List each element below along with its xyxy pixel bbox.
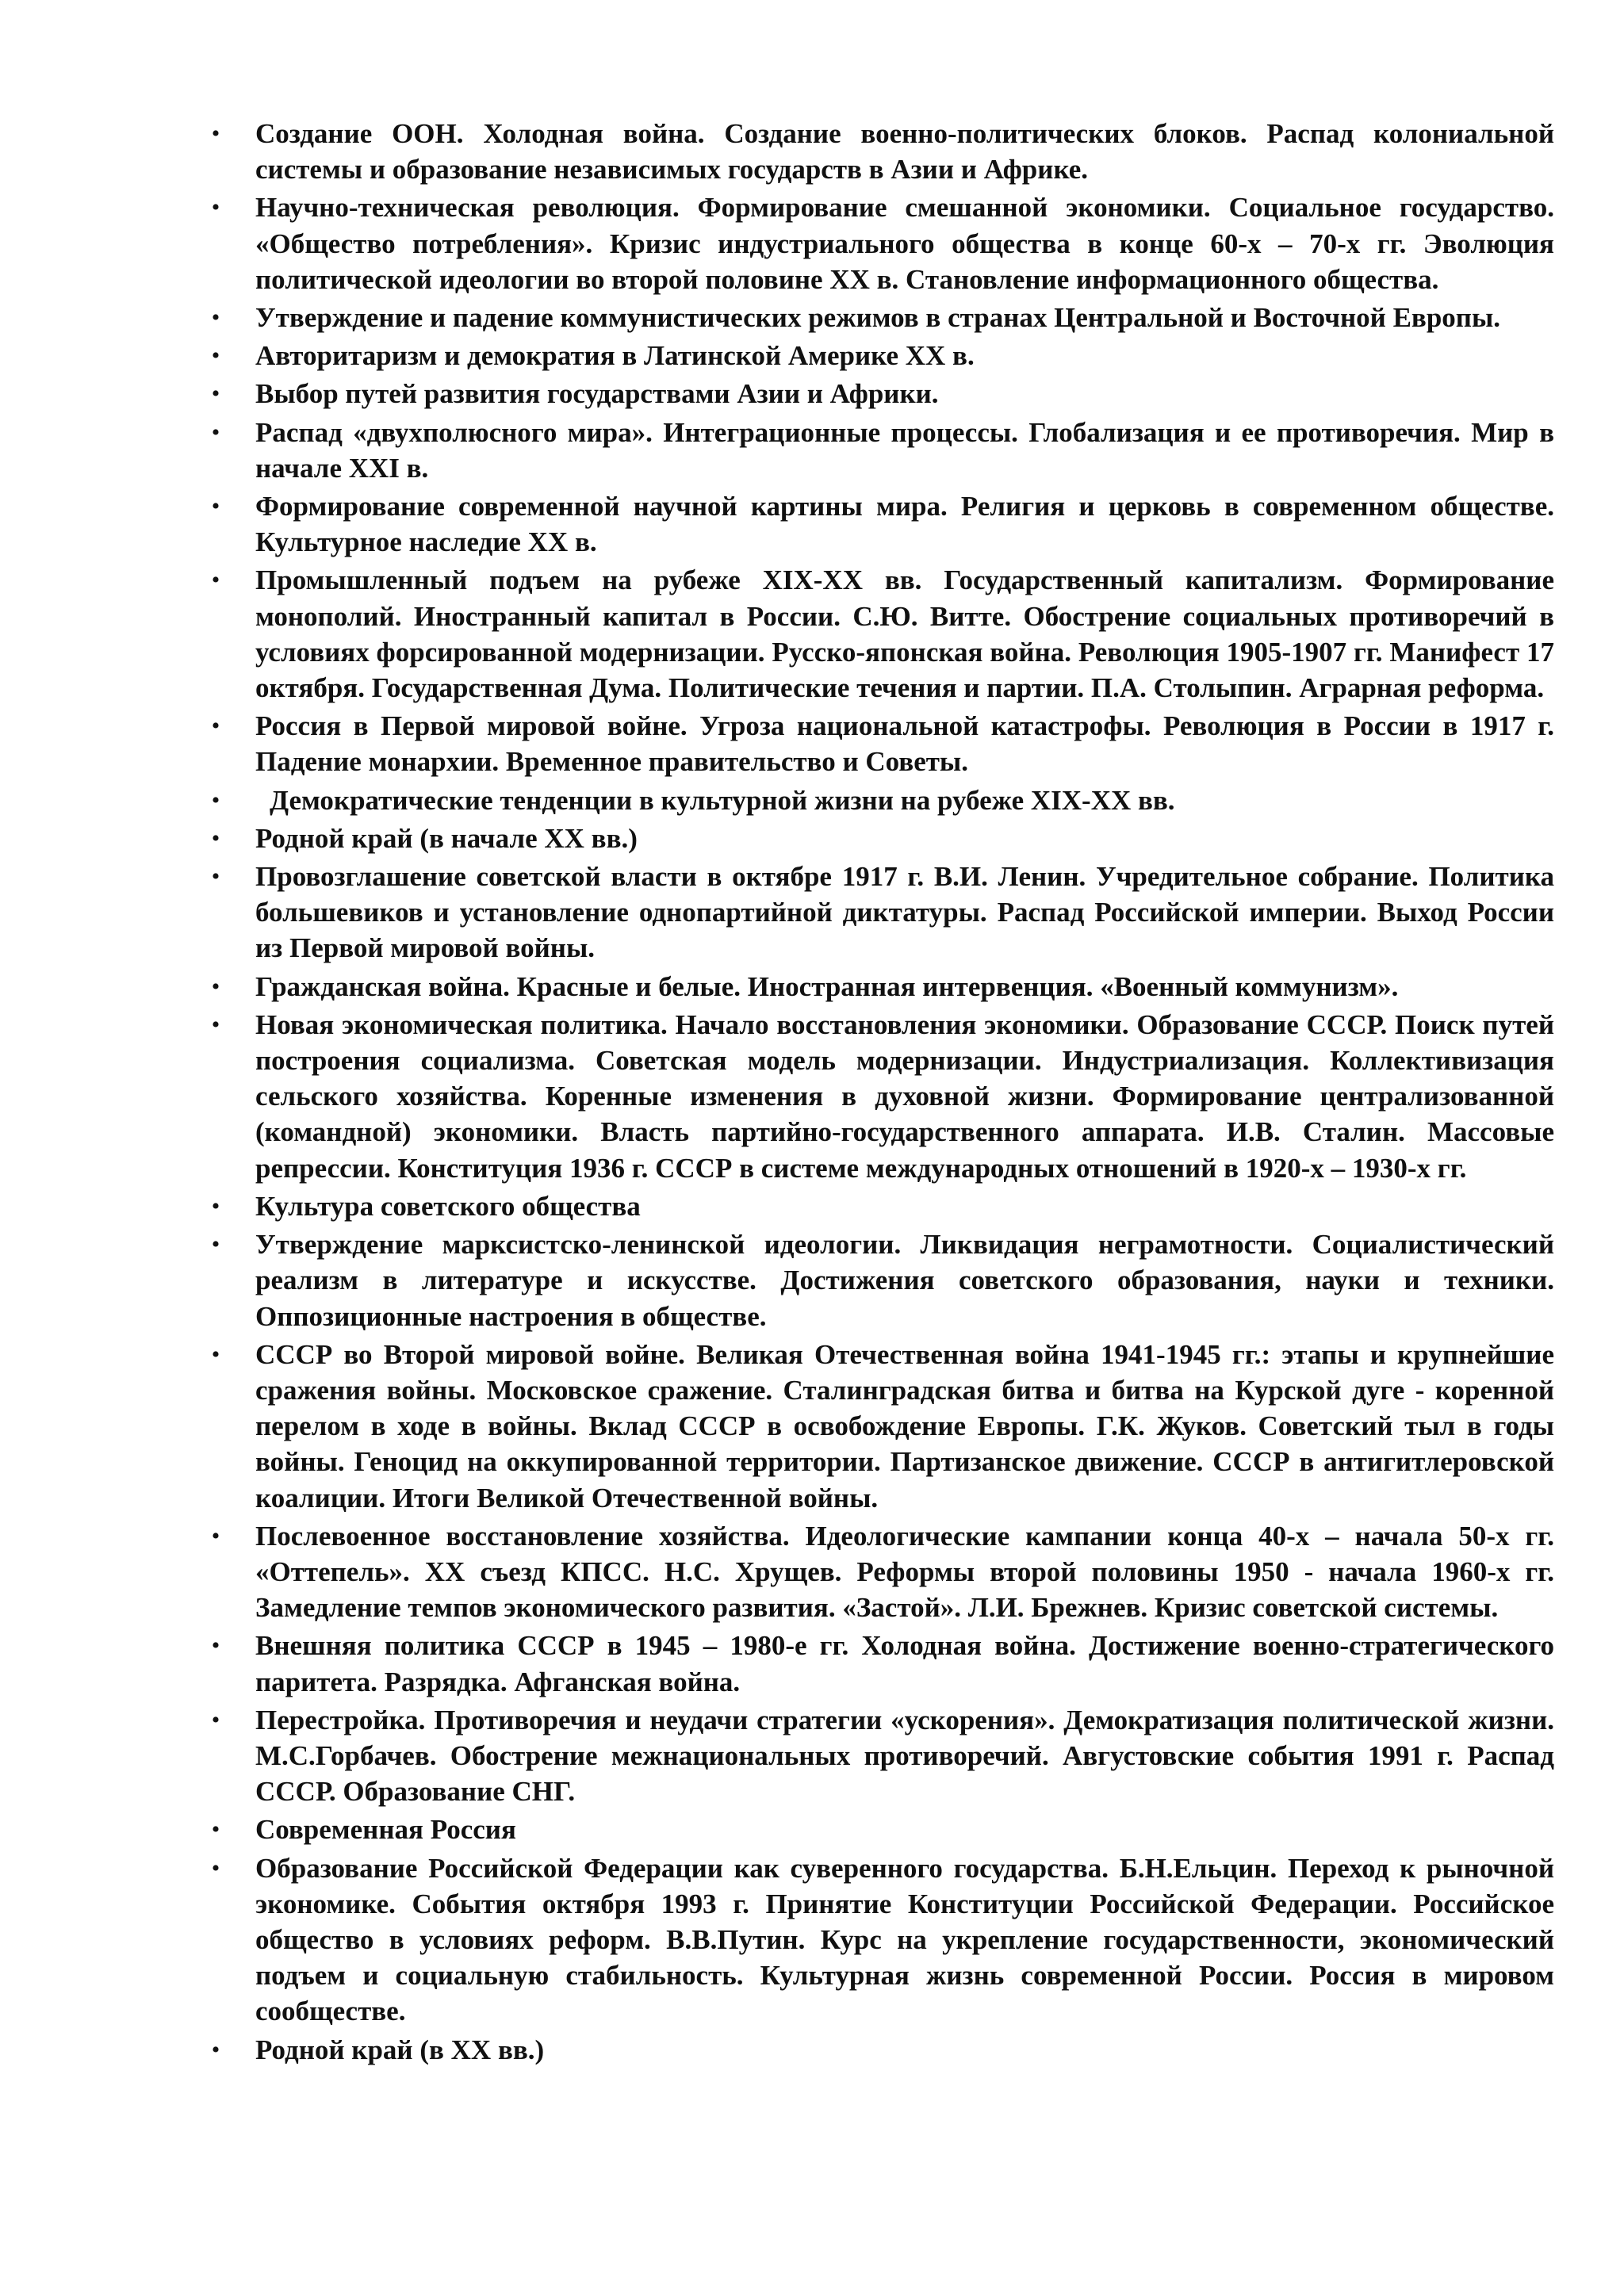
bullet-icon: •	[211, 194, 220, 221]
list-item	[211, 338, 1554, 373]
list-item	[211, 1702, 1554, 1810]
bullet-icon: •	[211, 973, 220, 1000]
list-item	[211, 821, 1554, 856]
bullet-icon: •	[211, 1231, 220, 1258]
list-item	[211, 2032, 1554, 2068]
list-item	[211, 708, 1554, 779]
bullet-icon: •	[211, 713, 220, 740]
list-item-text: Формирование современной научной картины мира. Религия и церковь в современном обществе. Культурное наследие XX в.	[255, 491, 1554, 558]
bullet-icon: •	[211, 825, 220, 851]
list-item-text: Выбор путей развития государствами Азии и Африки.	[255, 378, 939, 410]
bullet-icon: •	[211, 1192, 220, 1219]
list-item-text: Культура советского общества	[255, 1190, 641, 1222]
bullet-icon: •	[211, 1816, 220, 1843]
list-item-text: Современная Россия	[255, 1814, 516, 1846]
list-item	[211, 1226, 1554, 1334]
bullet-icon: •	[211, 121, 220, 147]
list-item	[211, 1007, 1554, 1186]
list-item	[211, 189, 1554, 297]
list-item	[211, 300, 1554, 335]
list-item-text: Внешняя политика СССР в 1945 – 1980-е гг. Холодная война. Достижение военно-стратегического паритета. Разрядка. Афганская война.	[255, 1630, 1554, 1697]
list-item-text: Распад «двухполюсного мира». Интеграционные процессы. Глобализация и ее противоречия. Мир в начале XXI в.	[255, 416, 1554, 484]
list-item	[211, 783, 1554, 818]
list-item	[211, 1337, 1554, 1516]
list-item-text: Гражданская война. Красные и белые. Иностранная интервенция. «Военный коммунизм».	[255, 970, 1399, 1002]
list-item	[211, 562, 1554, 706]
bullet-icon: •	[211, 381, 220, 408]
list-item-text: Перестройка. Противоречия и неудачи стратегии «ускорения». Демократизация политической жизни. М.С.Горбачев. Обострение межнациональных противоречий. Августовские события 1991 г. Распад СССР. Образование СНГ.	[255, 1704, 1554, 1808]
bullet-icon: •	[211, 304, 220, 331]
list-item-text: Новая экономическая политика. Начало восстановления экономики. Образование СССР. Поиск путей построения социализма. Советская модель модернизации. Индустриализация. Коллективизация сельского хозяйства. Коренные изменения в духовной жизни. Формирование централизованной (командной) экономики. Власть партийно-государственного аппарата. И.В. Сталин. Массовые репрессии. Конституция 1936 г. СССР в системе международных отношений в 1920-х – 1930-х гг.	[255, 1008, 1554, 1184]
bullet-icon: •	[211, 863, 220, 890]
list-item	[211, 415, 1554, 486]
list-item	[211, 859, 1554, 966]
list-item-text: Послевоенное восстановление хозяйства. Идеологические кампании конца 40-х – начала 50-х гг. «Оттепель». XX съезд КПСС. Н.С. Хрущев. Реформы второй половины 1950 - начала 1960-х гг. Замедление темпов экономического развития. «Застой». Л.И. Брежнев. Кризис советской системы.	[255, 1520, 1554, 1624]
list-item	[211, 969, 1554, 1004]
list-item-text: СССР во Второй мировой войне. Великая Отечественная война 1941-1945 гг.: этапы и крупнейшие сражения войны. Московское сражение. Сталинградская битва и битва на Курской дуге - коренной перелом в ходе в войны. Вклад СССР в освобождение Европы. Г.К. Жуков. Советский тыл в годы войны. Геноцид на оккупированной территории. Партизанское движение. СССР в антигитлеровской коалиции. Итоги Великой Отечественной войны.	[255, 1338, 1554, 1513]
list-item	[211, 488, 1554, 560]
bullet-icon: •	[211, 1632, 220, 1659]
list-item-text: Россия в Первой мировой войне. Угроза национальной катастрофы. Революция в России в 1917 г. Падение монархии. Временное правительство и Советы.	[255, 710, 1554, 778]
bullet-icon: •	[211, 493, 220, 520]
list-item-text: Научно-техническая революция. Формирование смешанной экономики. Социальное государство. «Общество потребления». Кризис индустриального общества в конце 60-х – 70-х гг. Эволюция политической идеологии во второй половине XX в. Становление информационного общества.	[255, 192, 1554, 295]
list-item	[211, 116, 1554, 187]
bullet-icon: •	[211, 1854, 220, 1881]
bullet-icon: •	[211, 2036, 220, 2063]
list-item-text: Провозглашение советской власти в октябре 1917 г. В.И. Ленин. Учредительное собрание. Политика большевиков и установление однопартийной диктатуры. Распад Российской империи. Выход России из Первой мировой войны.	[255, 861, 1554, 964]
bullet-icon: •	[211, 786, 220, 813]
list-item-text: Утверждение и падение коммунистических режимов в странах Центральной и Восточной Европы.	[255, 302, 1501, 334]
list-item-text: Авторитаризм и демократия в Латинской Америке XX в.	[255, 340, 975, 372]
list-item-text: Создание ООН. Холодная война. Создание военно-политических блоков. Распад колониальной системы и образование независимых государств в Азии и Африке.	[255, 118, 1554, 186]
bullet-icon: •	[211, 419, 220, 446]
bullet-icon: •	[211, 1011, 220, 1038]
list-item-text: Утверждение марксистско-ленинской идеологии. Ликвидация неграмотности. Социалистический реализм в литературе и искусстве. Достижения советского образования, науки и техники. Оппозиционные настроения в обществе.	[255, 1229, 1554, 1332]
list-item-text: Образование Российской Федерации как суверенного государства. Б.Н.Ельцин. Переход к рыночной экономике. События октября 1993 г. Принятие Конституции Российской Федерации. Российское общество в условиях реформ. В.В.Путин. Курс на укрепление государственности, экономический подъем и социальную стабильность. Культурная жизнь современной России. Россия в мировом сообществе.	[255, 1852, 1554, 2027]
bullet-icon: •	[211, 567, 220, 594]
list-item-text: Родной край (в начале XX вв.)	[255, 822, 638, 854]
list-item	[211, 1188, 1554, 1224]
list-item	[211, 1850, 1554, 2030]
list-item	[211, 376, 1554, 411]
list-item	[211, 1628, 1554, 1699]
list-item-text: Промышленный подъем на рубеже XIX-XX вв. Государственный капитализм. Формирование монополий. Иностранный капитал в России. С.Ю. Витте. Обострение социальных противоречий в условиях форсированной модернизации. Русско-японская война. Революция 1905-1907 гг. Манифест 17 октября. Государственная Дума. Политические течения и партии. П.А. Столыпин. Аграрная реформа.	[255, 564, 1554, 704]
list-item-text: Родной край (в XX вв.)	[255, 2034, 545, 2065]
bullet-icon: •	[211, 1706, 220, 1733]
topic-list	[211, 116, 1554, 2070]
bullet-icon: •	[211, 1522, 220, 1549]
list-item-text: Демократические тенденции в культурной жизни на рубеже XIX-XX вв.	[270, 784, 1175, 816]
list-item	[211, 1518, 1554, 1626]
bullet-icon: •	[211, 342, 220, 369]
list-item	[211, 1812, 1554, 1847]
bullet-icon: •	[211, 1341, 220, 1368]
